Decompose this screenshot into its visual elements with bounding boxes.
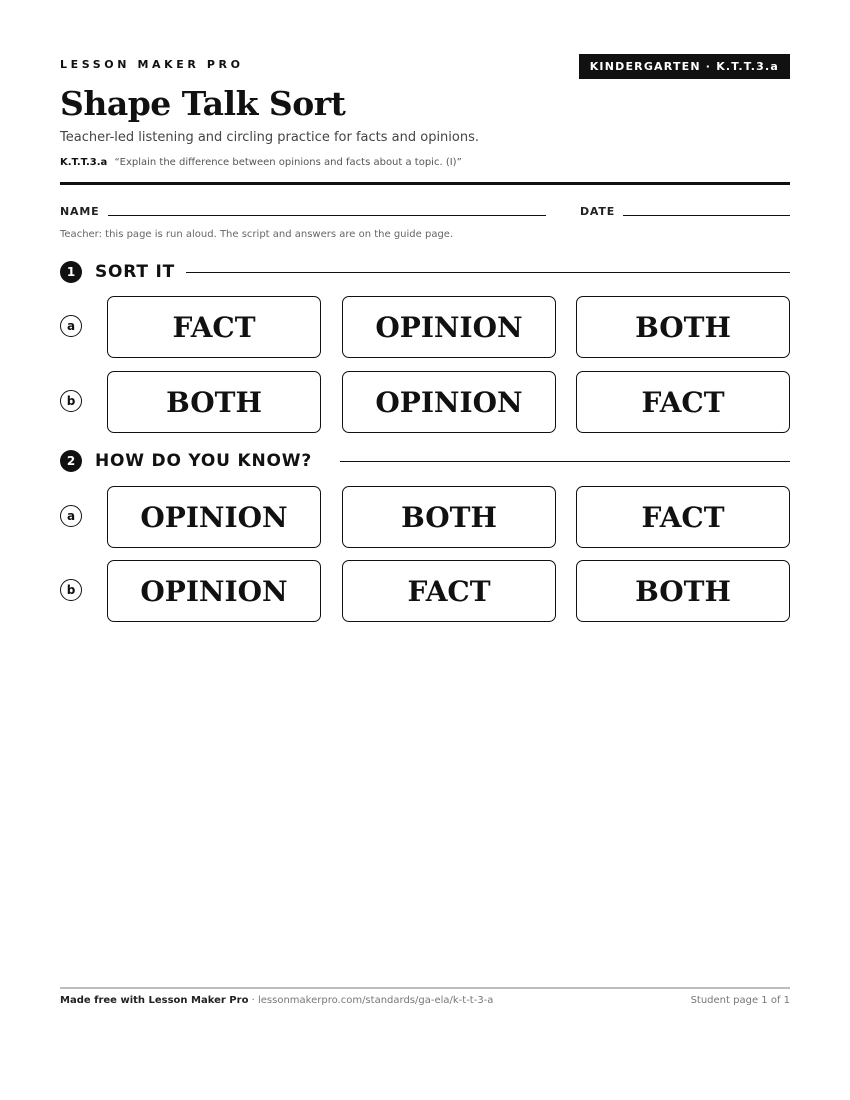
answer-choice-box[interactable]: OPINION xyxy=(107,486,321,548)
grade-badge: KINDERGARTEN · K.T.T.3.a xyxy=(579,54,790,79)
answer-choice-box[interactable]: BOTH xyxy=(342,486,556,548)
name-field[interactable] xyxy=(108,215,546,216)
section-how-do-you-know-header xyxy=(60,449,790,473)
section-title: HOW DO YOU KNOW? xyxy=(95,451,312,471)
item-letter-badge: b xyxy=(60,390,82,412)
section-divider xyxy=(186,272,790,273)
standard-text: “Explain the difference between opinions and facts about a topic. (I)” xyxy=(114,157,462,168)
section-title: SORT IT xyxy=(95,262,176,282)
standard-line xyxy=(60,157,462,168)
footer-divider xyxy=(60,987,790,989)
item-letter-badge: a xyxy=(60,505,82,527)
answer-choice-box[interactable]: FACT xyxy=(576,486,790,548)
footer-page-label: Student page 1 of 1 xyxy=(690,995,790,1006)
item-letter-badge: b xyxy=(60,579,82,601)
name-label: NAME xyxy=(60,205,100,218)
worksheet-page xyxy=(60,0,790,1100)
brand-name: LESSON MAKER PRO xyxy=(60,58,244,71)
item-row xyxy=(60,560,790,622)
item-row xyxy=(60,296,790,358)
standard-code: K.T.T.3.a xyxy=(60,157,108,168)
answer-choice-box[interactable]: BOTH xyxy=(107,371,321,433)
answer-choice-box[interactable]: FACT xyxy=(342,560,556,622)
page-title: Shape Talk Sort xyxy=(60,84,346,123)
item-row xyxy=(60,371,790,433)
answer-choice-box[interactable]: BOTH xyxy=(576,560,790,622)
footer-made-with: Made free with Lesson Maker Pro xyxy=(60,995,249,1006)
footer-credit xyxy=(60,995,493,1006)
answer-choice-box[interactable]: FACT xyxy=(107,296,321,358)
answer-choice-box[interactable]: OPINION xyxy=(342,371,556,433)
section-divider xyxy=(340,461,790,462)
section-number-badge: 1 xyxy=(60,261,82,283)
answer-choice-box[interactable]: BOTH xyxy=(576,296,790,358)
answer-choice-box[interactable]: OPINION xyxy=(342,296,556,358)
page-subtitle: Teacher-led listening and circling practice for facts and opinions. xyxy=(60,130,480,145)
section-sort-it-header xyxy=(60,260,790,284)
item-row xyxy=(60,486,790,548)
date-field[interactable] xyxy=(623,215,790,216)
header-divider xyxy=(60,182,790,185)
teacher-note: Teacher: this page is run aloud. The script and answers are on the guide page. xyxy=(60,229,454,240)
answer-choice-box[interactable]: OPINION xyxy=(107,560,321,622)
section-number-badge: 2 xyxy=(60,450,82,472)
footer-link[interactable]: · lessonmakerpro.com/standards/ga-ela/k-t-t-3-a xyxy=(248,995,494,1006)
date-label: DATE xyxy=(580,205,616,218)
answer-choice-box[interactable]: FACT xyxy=(576,371,790,433)
item-letter-badge: a xyxy=(60,315,82,337)
